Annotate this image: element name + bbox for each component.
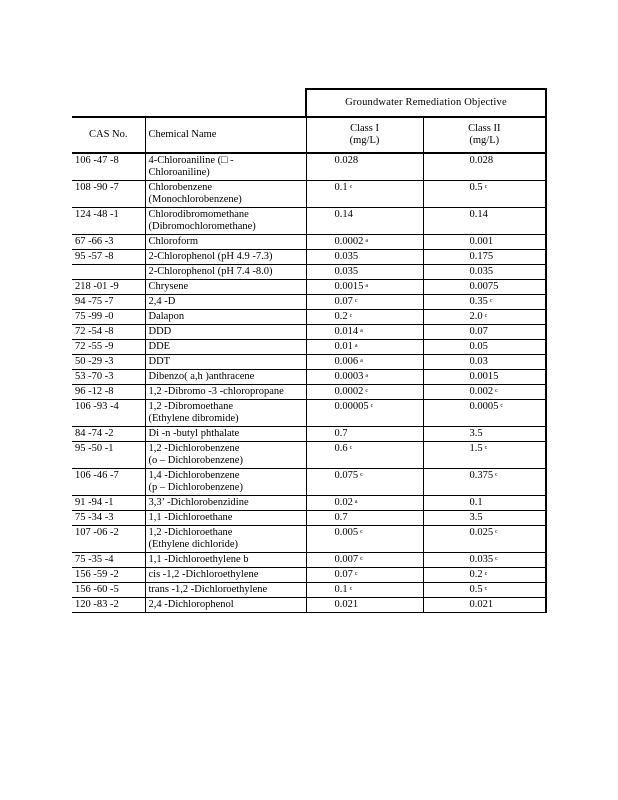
class-one-value: 0.005: [334, 527, 359, 538]
table-row: [72, 568, 546, 583]
chemical-name-line: 1,2 -Dichloroethane: [148, 527, 233, 538]
chemical-name-cell: [145, 208, 306, 235]
chemical-name-line: 2-Chlorophenol (pH 4.9 -7.3): [148, 251, 273, 262]
cas-number-cell: 108 -90 -7: [72, 181, 145, 208]
chemical-name-line: 1,1 -Dichloroethane: [148, 512, 233, 523]
footnote-marker: a: [360, 328, 363, 334]
class-one-value: 0.014: [334, 326, 359, 337]
class-two-value: 0.021: [469, 599, 494, 610]
chemical-name-line: (Ethylene dichloride): [148, 539, 239, 550]
class-one-value: 0.00005: [334, 401, 369, 412]
class-two-value-cell: [423, 265, 546, 280]
chemical-name-line: DDD: [148, 326, 172, 337]
class-one-value-cell: [306, 153, 423, 181]
class-one-value-cell: [306, 235, 423, 250]
class-one-value-cell: [306, 385, 423, 400]
groundwater-objectives-document: [72, 88, 546, 613]
cas-number-cell: 72 -55 -9: [72, 340, 145, 355]
class-two-value-cell: [423, 427, 546, 442]
class-two-value: 0.028: [469, 155, 494, 166]
class-two-value: 0.035: [469, 554, 494, 565]
class-one-value-cell: [306, 370, 423, 385]
class-two-value: 0.375: [469, 470, 494, 481]
footnote-marker: c: [370, 403, 374, 409]
footnote-marker: a: [365, 373, 369, 379]
class-two-value-cell: [423, 469, 546, 496]
chemical-name-cell: [145, 568, 306, 583]
chemical-name-line: Chlorodibromomethane: [148, 209, 249, 220]
chemical-name-cell: [145, 496, 306, 511]
groundwater-objectives-table: [72, 88, 547, 613]
class-one-value: 0.007: [334, 554, 359, 565]
class-two-value: 0.025: [469, 527, 494, 538]
class-two-value-cell: [423, 553, 546, 568]
chemical-name-cell: [145, 469, 306, 496]
cas-number-cell: 75 -34 -3: [72, 511, 145, 526]
cas-number-cell: 106 -46 -7: [72, 469, 145, 496]
chemical-name-line: Dalapon: [148, 311, 185, 322]
chemical-name-cell: [145, 325, 306, 340]
class-one-value-cell: [306, 280, 423, 295]
chemical-name-header: Chemical Name: [145, 117, 306, 153]
chemical-name-cell: [145, 235, 306, 250]
footnote-marker: c: [495, 472, 498, 478]
chemical-name-line: 1,2 -Dibromo -3 -chloropropane: [148, 386, 284, 397]
chemical-name-line: (o – Dichlorobenzene): [148, 455, 243, 466]
footnote-marker: c: [489, 298, 493, 304]
class-one-value: 0.7: [334, 428, 348, 439]
footnote-marker: c: [500, 403, 504, 409]
class-one-value-cell: [306, 400, 423, 427]
chemical-name-cell: [145, 526, 306, 553]
table-row: [72, 340, 546, 355]
chemical-name-cell: [145, 295, 306, 310]
footnote-marker: a: [365, 283, 369, 289]
class-two-value: 0.2: [469, 569, 483, 580]
class-two-value-cell: [423, 295, 546, 310]
footnote-marker: c: [360, 472, 363, 478]
table-row: [72, 280, 546, 295]
class-one-value-cell: [306, 250, 423, 265]
class-one-value-cell: [306, 295, 423, 310]
class-one-value-cell: [306, 265, 423, 280]
cas-number-cell: 124 -48 -1: [72, 208, 145, 235]
class-two-value: 0.035: [469, 266, 494, 277]
class-two-value-cell: [423, 370, 546, 385]
chemical-name-cell: [145, 153, 306, 181]
class-two-value-cell: [423, 181, 546, 208]
footnote-marker: c: [495, 556, 498, 562]
class-one-value-cell: [306, 583, 423, 598]
chemical-name-line: 1,4 -Dichlorobenzene: [148, 470, 240, 481]
class-one-value: 0.0015: [334, 281, 364, 292]
chemical-name-line: 4-Chloroaniline (□ -: [148, 155, 234, 166]
class-two-value-cell: [423, 153, 546, 181]
chemical-name-line: 1,1 -Dichloroethylene b: [148, 554, 249, 565]
chemical-name-cell: [145, 310, 306, 325]
class-two-unit: (mg/L): [469, 135, 500, 146]
cas-number-header: CAS No.: [72, 117, 145, 153]
class-two-value-cell: [423, 511, 546, 526]
table-row: [72, 427, 546, 442]
cas-number-cell: 75 -99 -0: [72, 310, 145, 325]
table-row: [72, 250, 546, 265]
class-two-value-cell: [423, 526, 546, 553]
chemical-name-line: 3,3’ -Dichlorobenzidine: [148, 497, 249, 508]
cas-number-cell: 95 -50 -1: [72, 442, 145, 469]
footnote-marker: c: [354, 298, 358, 304]
table-row: [72, 511, 546, 526]
class-two-value-cell: [423, 400, 546, 427]
class-two-value-cell: [423, 496, 546, 511]
class-one-value: 0.035: [334, 266, 359, 277]
class-two-value-cell: [423, 250, 546, 265]
cas-number-cell: 94 -75 -7: [72, 295, 145, 310]
table-row: [72, 355, 546, 370]
class-two-value: 3.5: [469, 428, 483, 439]
chemical-name-cell: [145, 427, 306, 442]
header-spacer: [72, 89, 306, 117]
cas-number-cell: 156 -60 -5: [72, 583, 145, 598]
class-one-value: 0.028: [334, 155, 359, 166]
class-one-value: 0.07: [334, 296, 353, 307]
chemical-name-line: (Monochlorobenzene): [148, 194, 242, 205]
chemical-name-cell: [145, 181, 306, 208]
chemical-name-line: 2,4 -Dichlorophenol: [148, 599, 234, 610]
class-one-value: 0.1: [334, 182, 348, 193]
footnote-marker: a: [354, 343, 358, 349]
class-one-value-cell: [306, 442, 423, 469]
footnote-marker: c: [354, 571, 358, 577]
chemical-name-line: (Dibromochloromethane): [148, 221, 256, 232]
class-one-value: 0.6: [334, 443, 348, 454]
class-two-value-cell: [423, 583, 546, 598]
chemical-name-line: 2-Chlorophenol (pH 7.4 -8.0): [148, 266, 273, 277]
class-one-unit: (mg/L): [349, 135, 380, 146]
cas-number-cell: 106 -93 -4: [72, 400, 145, 427]
class-one-value-cell: [306, 598, 423, 613]
chemical-name-line: 1,2 -Dibromoethane: [148, 401, 234, 412]
chemical-name-cell: [145, 583, 306, 598]
table-row: [72, 295, 546, 310]
footnote-marker: a: [354, 499, 358, 505]
class-two-value: 0.0005: [469, 401, 499, 412]
class-one-value: 0.14: [334, 209, 353, 220]
cas-number-cell: 95 -57 -8: [72, 250, 145, 265]
chemical-name-line: DDT: [148, 356, 171, 367]
class-two-value: 0.0015: [469, 371, 499, 382]
class-one-value: 0.1: [334, 584, 348, 595]
column-header-row: [72, 117, 546, 153]
footnote-marker: c: [484, 586, 488, 592]
class-two-value: 0.35: [469, 296, 488, 307]
footnote-marker: c: [484, 184, 488, 190]
cas-number-cell: 53 -70 -3: [72, 370, 145, 385]
chemical-name-cell: [145, 340, 306, 355]
table-row: [72, 598, 546, 613]
table-row: [72, 181, 546, 208]
cas-number-cell: 156 -59 -2: [72, 568, 145, 583]
chemical-name-line: (Ethylene dibromide): [148, 413, 239, 424]
cas-number-cell: 96 -12 -8: [72, 385, 145, 400]
table-row: [72, 310, 546, 325]
cas-number-cell: 84 -74 -2: [72, 427, 145, 442]
class-two-value: 0.5: [469, 584, 483, 595]
cas-number-cell: 50 -29 -3: [72, 355, 145, 370]
cas-number-cell: 106 -47 -8: [72, 153, 145, 181]
class-two-value-cell: [423, 355, 546, 370]
class-one-value: 0.0003: [334, 371, 364, 382]
class-two-value: 0.1: [469, 497, 483, 508]
cas-number-cell: 120 -83 -2: [72, 598, 145, 613]
table-row: [72, 235, 546, 250]
footnote-marker: c: [349, 586, 353, 592]
class-two-value: 0.03: [469, 356, 488, 367]
class-two-value-cell: [423, 442, 546, 469]
chemical-name-cell: [145, 265, 306, 280]
class-one-label: Class I: [350, 123, 379, 134]
chemical-name-cell: [145, 598, 306, 613]
group-header-row: [72, 89, 546, 117]
class-one-value-cell: [306, 325, 423, 340]
class-two-value: 2.0: [469, 311, 483, 322]
class-one-value: 0.7: [334, 512, 348, 523]
footnote-marker: c: [349, 445, 353, 451]
chemical-name-cell: [145, 250, 306, 265]
chemical-name-cell: [145, 511, 306, 526]
chemical-name-line: Chloroform: [148, 236, 199, 247]
table-row: [72, 370, 546, 385]
chemical-name-line: 1,2 -Dichlorobenzene: [148, 443, 240, 454]
class-two-value-cell: [423, 598, 546, 613]
chemical-name-line: Chlorobenzene: [148, 182, 213, 193]
class-two-value: 0.175: [469, 251, 494, 262]
class-two-value: 0.001: [469, 236, 494, 247]
cas-number-cell: 72 -54 -8: [72, 325, 145, 340]
table-row: [72, 265, 546, 280]
cas-number-cell: 107 -06 -2: [72, 526, 145, 553]
table-row: [72, 553, 546, 568]
class-two-value-cell: [423, 325, 546, 340]
table-row: [72, 400, 546, 427]
footnote-marker: c: [360, 529, 363, 535]
cas-number-cell: 67 -66 -3: [72, 235, 145, 250]
chemical-name-cell: [145, 355, 306, 370]
class-two-value: 0.0075: [469, 281, 499, 292]
class-one-value-cell: [306, 568, 423, 583]
chemical-name-cell: [145, 400, 306, 427]
groundwater-objective-header: Groundwater Remediation Objective: [306, 89, 546, 117]
footnote-marker: c: [484, 445, 488, 451]
cas-number-cell: [72, 265, 145, 280]
table-row: [72, 208, 546, 235]
class-two-label: Class II: [468, 123, 501, 134]
table-row: [72, 496, 546, 511]
class-two-value-cell: [423, 568, 546, 583]
table-row: [72, 385, 546, 400]
table-row: [72, 442, 546, 469]
class-one-value-cell: [306, 208, 423, 235]
footnote-marker: a: [365, 238, 369, 244]
footnote-marker: c: [495, 388, 498, 394]
chemical-name-line: Chrysene: [148, 281, 189, 292]
class-two-value-cell: [423, 340, 546, 355]
class-one-value-cell: [306, 181, 423, 208]
class-one-value: 0.021: [334, 599, 359, 610]
class-two-value: 0.07: [469, 326, 488, 337]
footnote-marker: c: [349, 313, 353, 319]
footnote-marker: c: [365, 388, 369, 394]
table-row: [72, 469, 546, 496]
class-two-value-cell: [423, 310, 546, 325]
class-one-value: 0.075: [334, 470, 359, 481]
class-two-header: [423, 117, 546, 153]
chemical-name-line: Chloroaniline): [148, 167, 210, 178]
chemical-name-cell: [145, 553, 306, 568]
class-two-value: 0.5: [469, 182, 483, 193]
class-one-value: 0.02: [334, 497, 353, 508]
class-one-value: 0.035: [334, 251, 359, 262]
class-two-value: 0.14: [469, 209, 488, 220]
chemical-name-cell: [145, 442, 306, 469]
class-one-value-cell: [306, 427, 423, 442]
class-two-value-cell: [423, 385, 546, 400]
table-row: [72, 153, 546, 181]
class-two-value: 1.5: [469, 443, 483, 454]
class-two-value: 0.05: [469, 341, 488, 352]
chemical-name-line: cis -1,2 -Dichloroethylene: [148, 569, 259, 580]
chemical-name-line: trans -1,2 -Dichloroethylene: [148, 584, 268, 595]
class-two-value-cell: [423, 280, 546, 295]
class-one-header: [306, 117, 423, 153]
chemical-name-cell: [145, 385, 306, 400]
footnote-marker: c: [484, 313, 488, 319]
chemical-name-line: Di -n -butyl phthalate: [148, 428, 240, 439]
class-two-value: 3.5: [469, 512, 483, 523]
footnote-marker: c: [484, 571, 488, 577]
class-one-value-cell: [306, 553, 423, 568]
table-row: [72, 325, 546, 340]
class-one-value: 0.2: [334, 311, 348, 322]
chemical-name-line: (p – Dichlorobenzene): [148, 482, 243, 493]
class-one-value-cell: [306, 469, 423, 496]
chemical-name-line: Dibenzo( a,h )anthracene: [148, 371, 255, 382]
class-one-value-cell: [306, 496, 423, 511]
class-two-value-cell: [423, 208, 546, 235]
chemical-name-line: 2,4 -D: [148, 296, 176, 307]
table-row: [72, 583, 546, 598]
class-one-value: 0.0002: [334, 236, 364, 247]
chemical-name-cell: [145, 370, 306, 385]
class-one-value: 0.006: [334, 356, 359, 367]
class-one-value-cell: [306, 511, 423, 526]
chemical-name-cell: [145, 280, 306, 295]
cas-number-cell: 91 -94 -1: [72, 496, 145, 511]
footnote-marker: a: [360, 358, 363, 364]
footnote-marker: c: [495, 529, 498, 535]
chemical-name-line: DDE: [148, 341, 171, 352]
cas-number-cell: 75 -35 -4: [72, 553, 145, 568]
class-one-value-cell: [306, 340, 423, 355]
footnote-marker: c: [349, 184, 353, 190]
table-row: [72, 526, 546, 553]
class-one-value: 0.07: [334, 569, 353, 580]
footnote-marker: c: [360, 556, 363, 562]
class-one-value-cell: [306, 526, 423, 553]
class-one-value: 0.01: [334, 341, 353, 352]
class-two-value: 0.002: [469, 386, 494, 397]
class-one-value-cell: [306, 355, 423, 370]
class-two-value-cell: [423, 235, 546, 250]
class-one-value-cell: [306, 310, 423, 325]
class-one-value: 0.0002: [334, 386, 364, 397]
cas-number-cell: 218 -01 -9: [72, 280, 145, 295]
